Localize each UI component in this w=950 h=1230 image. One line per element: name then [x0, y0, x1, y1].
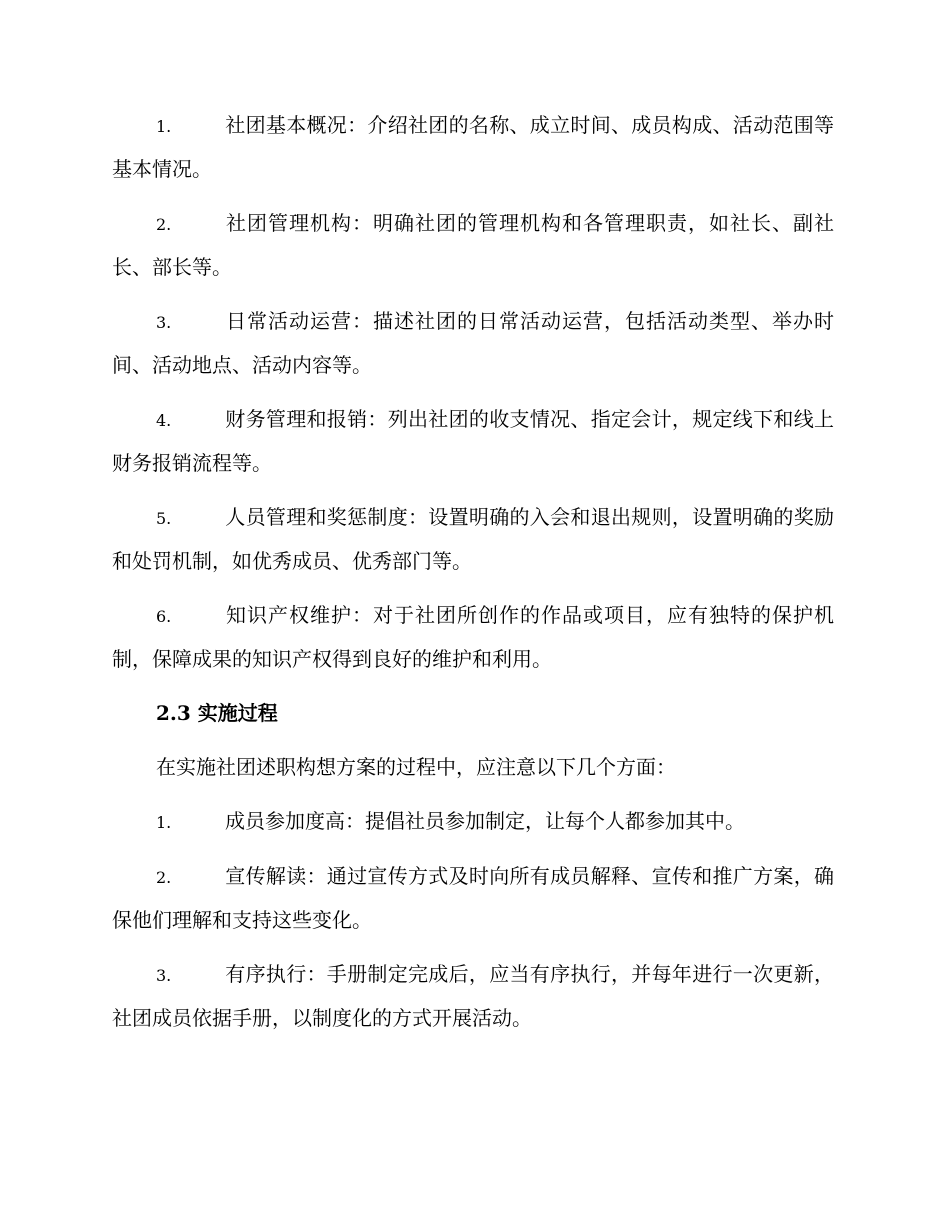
list-number: 1.	[156, 813, 172, 832]
list-text: 日常活动运营：描述社团的日常活动运营，包括活动类型、举办时间、活动地点、活动内容等。	[112, 309, 834, 377]
list-text: 财务管理和报销：列出社团的收支情况、指定会计，规定线下和线上财务报销流程等。	[112, 407, 834, 475]
list-item	[112, 496, 834, 583]
list-text: 知识产权维护：对于社团所创作的作品或项目，应有独特的保护机制，保障成果的知识产权得到良好的维护和利用。	[112, 603, 834, 671]
list-item	[112, 104, 834, 191]
list-text: 成员参加度高：提倡社员参加制定，让每个人都参加其中。	[225, 809, 745, 833]
list-item	[112, 202, 834, 289]
list-item	[112, 953, 834, 1040]
list-number: 2.	[156, 868, 172, 887]
list-number: 3.	[156, 966, 172, 985]
intro-paragraph: 在实施社团述职构想方案的过程中，应注意以下几个方面：	[156, 755, 676, 779]
section-heading: 2.3 实施过程	[156, 701, 278, 725]
list-number: 5.	[156, 509, 172, 528]
list-text: 社团管理机构：明确社团的管理机构和各管理职责，如社长、副社长、部长等。	[112, 211, 834, 279]
document-page	[112, 104, 834, 1051]
list-text: 有序执行：手册制定完成后，应当有序执行，并每年进行一次更新，社团成员依据手册，以制度化的方式开展活动。	[112, 962, 834, 1030]
list-text: 社团基本概况：介绍社团的名称、成立时间、成员构成、活动范围等基本情况。	[112, 113, 834, 181]
list-number: 6.	[156, 607, 172, 626]
list-item	[112, 594, 834, 681]
list-item	[112, 398, 834, 485]
list-item	[112, 300, 834, 387]
list-item	[112, 855, 834, 942]
list-number: 1.	[156, 117, 172, 136]
list-text: 宣传解读：通过宣传方式及时向所有成员解释、宣传和推广方案，确保他们理解和支持这些变化。	[112, 864, 834, 932]
list-number: 2.	[156, 215, 172, 234]
list-number: 4.	[156, 411, 172, 430]
list-item	[112, 800, 834, 844]
list-text: 人员管理和奖惩制度：设置明确的入会和退出规则，设置明确的奖励和处罚机制，如优秀成员、优秀部门等。	[112, 505, 834, 573]
list-number: 3.	[156, 313, 172, 332]
